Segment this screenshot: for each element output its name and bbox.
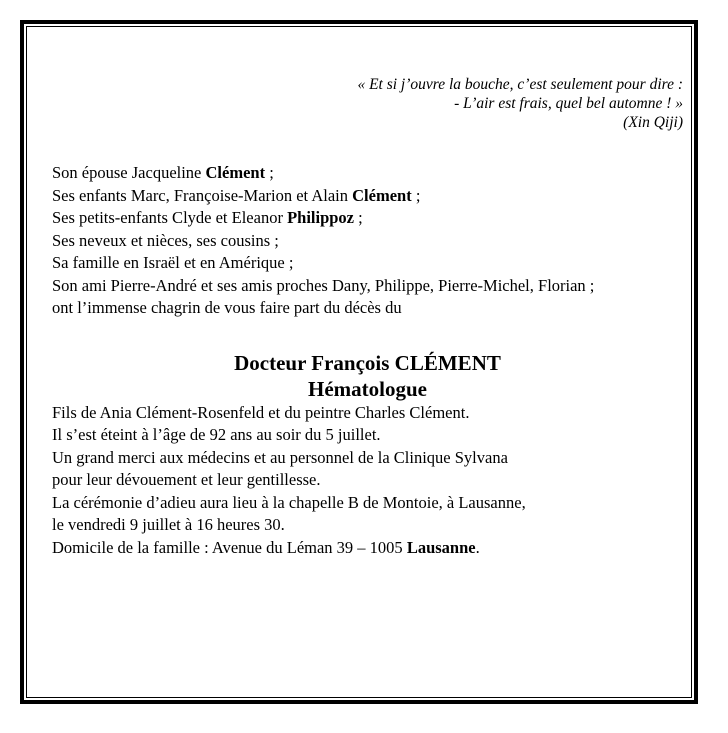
bio-line-1: Fils de Ania Clément-Rosenfeld et du peintre Charles Clément. xyxy=(52,402,470,422)
family-line-abroad xyxy=(52,252,683,275)
family-line-spouse xyxy=(52,162,683,185)
surname-bold: Clément xyxy=(205,163,266,182)
thanks-line-1: Un grand merci aux médecins et au personnel de la Clinique Sylvana xyxy=(52,447,508,467)
family-line-grandchildren xyxy=(52,207,683,230)
text-segment: ; xyxy=(411,185,421,205)
quote-line-1: « Et si j’ouvre la bouche, c’est seulement pour dire : xyxy=(357,76,683,93)
text-segment: Ses enfants Marc, Françoise-Marion et Alain xyxy=(52,185,353,205)
bio-line-2: Il s’est éteint à l’âge de 92 ans au soir du 5 juillet. xyxy=(52,425,381,444)
deceased-block xyxy=(52,350,683,402)
epigraph-quote xyxy=(52,75,683,132)
ceremony-line-1: La cérémonie d’adieu aura lieu à la chapelle B de Montoie, à Lausanne, xyxy=(52,492,526,512)
biography-paragraph xyxy=(52,402,683,447)
family-address-line xyxy=(52,537,683,560)
double-border-frame xyxy=(20,20,698,704)
deceased-name: Docteur François CLÉMENT xyxy=(234,350,501,375)
obituary-content xyxy=(27,27,691,559)
announcement-line: ont l’immense chagrin de vous faire part du décès du xyxy=(52,298,402,317)
family-line-friends xyxy=(52,275,683,298)
text-segment: Son épouse Jacqueline xyxy=(52,163,206,182)
frame-inner-line xyxy=(26,26,692,698)
text-segment: Domicile de la famille : Avenue du Léman 39 – 1005 xyxy=(52,537,407,557)
family-line-children xyxy=(52,185,683,208)
quote-attribution: (Xin Qiji) xyxy=(623,114,683,131)
thanks-line-2: pour leur dévouement et leur gentillesse. xyxy=(52,470,321,489)
thanks-paragraph xyxy=(52,447,683,492)
surname-bold: Philippoz xyxy=(287,208,354,227)
ceremony-paragraph xyxy=(52,492,683,537)
text-segment: Ses neveux et nièces, ses cousins ; xyxy=(52,230,279,250)
text-segment: Ses petits-enfants Clyde et Eleanor xyxy=(52,208,288,227)
surname-bold: Clément xyxy=(352,185,412,205)
family-line-nephews xyxy=(52,230,683,253)
city-bold: Lausanne xyxy=(406,537,476,557)
family-list xyxy=(52,162,683,297)
text-segment: ; xyxy=(354,208,363,227)
deceased-profession: Hématologue xyxy=(308,376,427,401)
text-segment: Son ami Pierre-André et ses amis proches Dany, Philippe, Pierre-Michel, Florian ; xyxy=(52,275,595,295)
ceremony-line-2: le vendredi 9 juillet à 16 heures 30. xyxy=(52,515,285,534)
text-segment: Sa famille en Israël et en Amérique ; xyxy=(52,253,294,272)
quote-line-2: - L’air est frais, quel bel automne ! » xyxy=(454,95,683,112)
text-segment: ; xyxy=(265,163,274,182)
text-segment: . xyxy=(475,537,480,557)
